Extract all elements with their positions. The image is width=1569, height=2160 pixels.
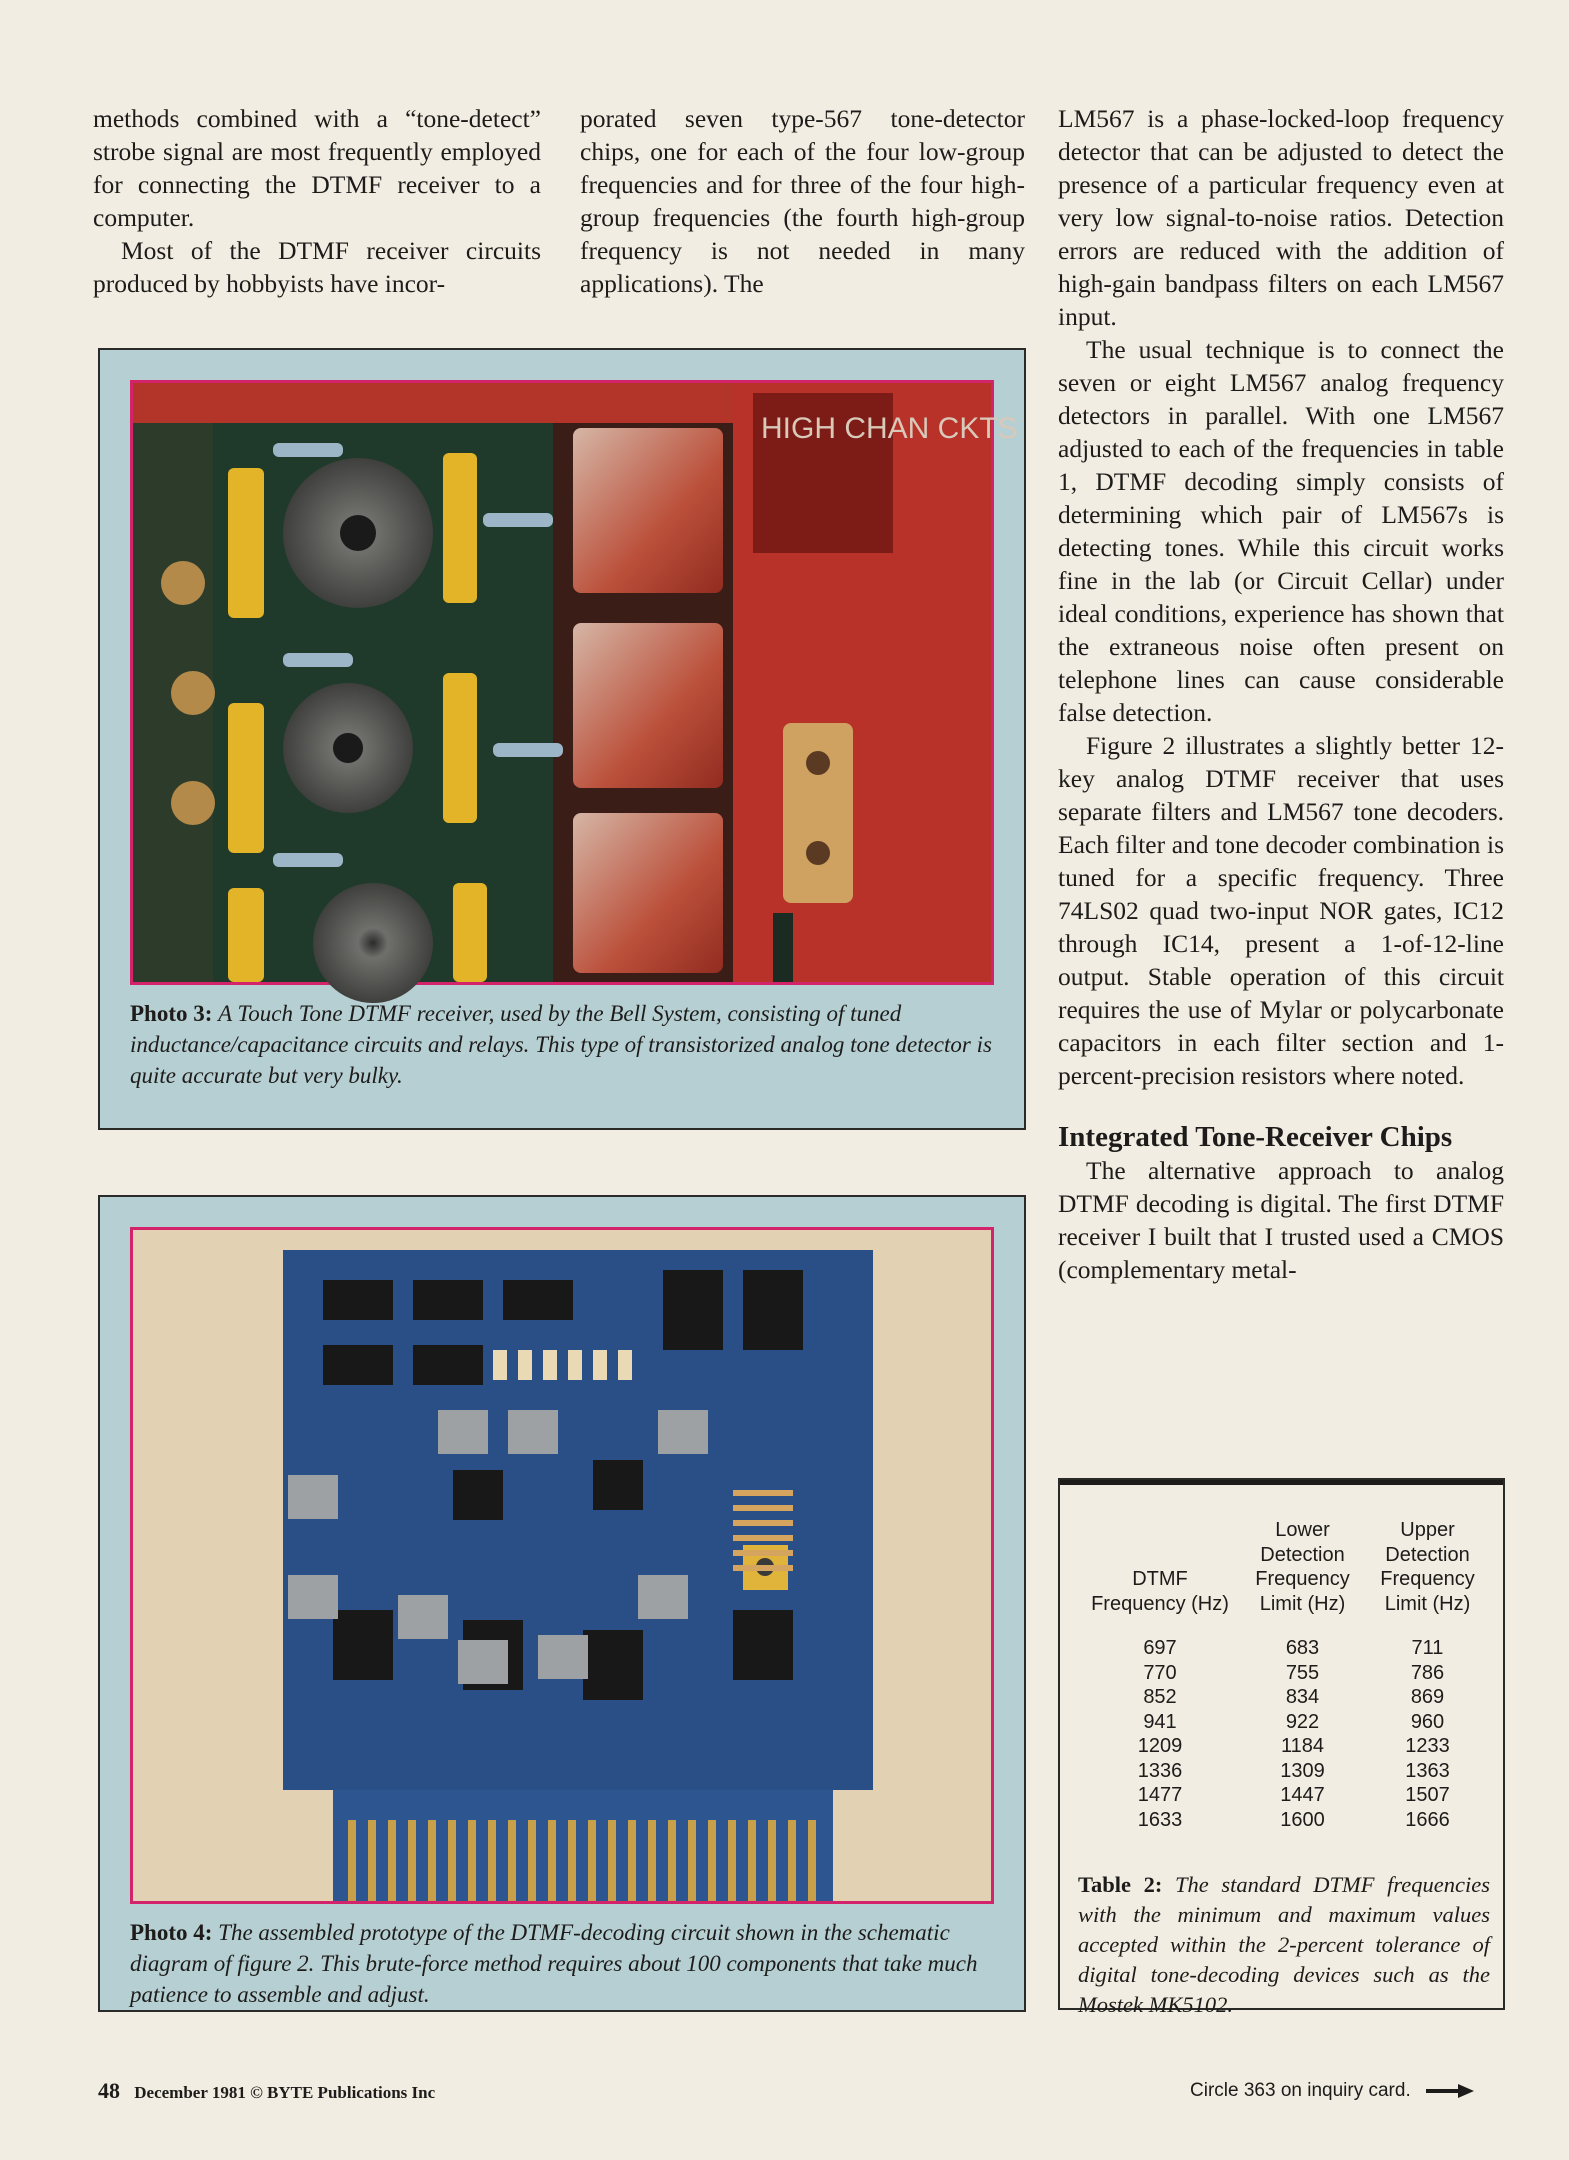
photo-3-image (130, 380, 1018, 985)
arrow-right-icon (1426, 2084, 1474, 2098)
panel-label: HIGH CHAN CKTS (761, 412, 1018, 445)
table-row: 1209 1184 1233 (1137, 1735, 1450, 1757)
table-header-row (1080, 1518, 1490, 1616)
table-top-rule (1060, 1480, 1503, 1485)
table-row: 697 683 711 (1143, 1637, 1444, 1659)
table-row: 1477 1447 1507 (1137, 1784, 1450, 1806)
caption-text: The assembled prototype of the DTMF-decoding circuit shown in the schematic diagram of figure 2. This brute-force method requires about 100 components that take much patience to assemble and adjust. (130, 1920, 978, 2007)
frequency-table (1080, 1518, 1490, 1832)
photo-4-caption (130, 1917, 1000, 2010)
caption-label: Photo 3: (130, 1001, 213, 1026)
publication-line: December 1981 © BYTE Publications Inc (134, 2083, 436, 2102)
paragraph: LM567 is a phase-locked-loop frequency detector that can be adjusted to detect the presence of a particular frequency even at very low signal-to-noise ratios. Detection errors are reduced with the addition of high-gain bandpass filters on each LM567 input. (1058, 104, 1504, 331)
paragraph: The usual technique is to connect the seven or eight LM567 analog frequency detectors in parallel. With one LM567 adjusted to each of the frequencies in table 1, DTMF decoding simply consists of determining which pair of LM567s is detecting tones. While this circuit works fine in the lab (or Circuit Cellar) under ideal conditions, experience has shown that the extraneous noise often present on telephone lines can cause considerable false detection. (1058, 335, 1504, 727)
header-text: DTMF (1132, 1568, 1188, 1590)
footer-right (1190, 2080, 1474, 2102)
table-row: 1633 1600 1666 (1137, 1808, 1450, 1831)
paragraph: Figure 2 illustrates a slightly better 12-key analog DTMF receiver that uses separate filters and LM567 tone decoders. Each filter and tone decoder combination is tuned for a specific frequency. Three 74LS02 quad two-input NOR gates, IC12 through IC14, present a 1-of-12-line output. Stable operation of this circuit requires the use of Mylar or polycarbonate capacitors in each filter section and 1-percent-precision resistors where noted. (1058, 731, 1504, 1090)
table-2-caption (1078, 1870, 1490, 2020)
photo-3-box (98, 348, 1026, 1130)
header-text: Limit (Hz) (1259, 1592, 1346, 1615)
header-text: Detection (1260, 1543, 1345, 1566)
table-row: 770 755 786 (1143, 1661, 1445, 1684)
caption-label: Table 2: (1078, 1872, 1163, 1897)
paragraph: porated seven type-567 tone-detector chips, one for each of the four low-group frequencies and for three of the four high-group frequencies (the fourth high-group frequency is not needed in many applications). The (580, 104, 1025, 298)
caption-label: Photo 4: (130, 1920, 213, 1945)
header-text: Frequency (Hz) (1091, 1592, 1229, 1615)
header-text: Frequency (1255, 1568, 1350, 1590)
page-number: 48 (98, 2078, 120, 2103)
caption-text: A Touch Tone DTMF receiver, used by the Bell System, consisting of tuned inductance/capacitance circuits and relays. This type of transistorized analog tone detector is quite accurate but very bulky. (130, 1001, 992, 1088)
header-text: Frequency (1380, 1568, 1475, 1590)
table-row: 852 834 869 (1143, 1686, 1445, 1708)
photo-4-image (130, 1227, 994, 1904)
header-text: Limit (Hz) (1384, 1592, 1471, 1615)
header-upper (1365, 1518, 1490, 1616)
paragraph: Most of the DTMF receiver circuits produced by hobbyists have incor- (93, 236, 541, 298)
column-2 (580, 102, 1025, 300)
paragraph: methods combined with a “tone-detect” strobe signal are most frequently employed for connecting the DTMF receiver to a computer. (93, 104, 541, 232)
table-row: 941 922 960 (1143, 1710, 1445, 1733)
header-text: Detection (1385, 1543, 1470, 1566)
photo-4-box (98, 1195, 1026, 2012)
footer-left (98, 2080, 435, 2104)
photo-3-caption (130, 998, 1000, 1091)
paragraph: The alternative approach to analog DTMF decoding is digital. The first DTMF receiver I built that I trusted used a CMOS (complementary metal- (1058, 1156, 1504, 1284)
table-2-box (1058, 1478, 1505, 2017)
caption-text: The standard DTMF frequencies with the minimum and maximum values accepted within the 2-percent tolerance of digital tone-decoding devices such as the Mostek MK5102. (1078, 1872, 1491, 2017)
relay-board-illustration (133, 383, 1018, 982)
section-heading: Integrated Tone-Receiver Chips (1058, 1121, 1453, 1153)
column-3 (1058, 102, 1504, 1286)
header-dtmf (1080, 1518, 1240, 1616)
header-lower (1240, 1518, 1365, 1616)
table-row: 1336 1309 1363 (1137, 1759, 1450, 1782)
column-1 (93, 102, 541, 300)
prototype-board-illustration (133, 1230, 991, 1901)
inquiry-text: Circle 363 on inquiry card. (1190, 2080, 1411, 2101)
header-text: Lower (1275, 1519, 1330, 1541)
header-text: Upper (1400, 1519, 1455, 1541)
